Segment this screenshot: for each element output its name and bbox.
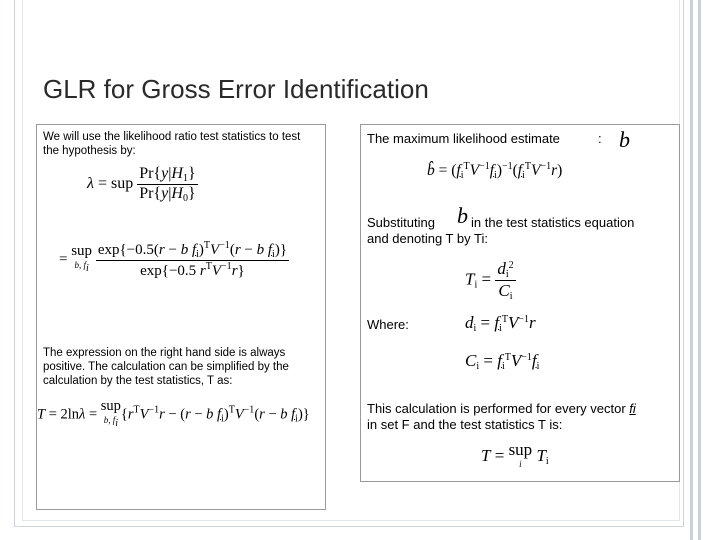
calc-line-1-text: This calculation is performed for every vector xyxy=(367,401,626,416)
body-line-3: calculation by the test statistics, T as: xyxy=(43,375,233,387)
lambda-equation: λ = sup $\frac{Pr\{y|H_1\}}{Pr\{y|H_0\}}$ xyxy=(87,165,196,204)
calc-line-1 xyxy=(367,401,636,417)
where-label: Where: xyxy=(367,317,409,332)
test-statistic-equation: T = 2lnλ = sup b, fi {$r^TV^{-1}r - (r - b$ $f_i)^TV^{-1}(r - b$ $f_i$)} xyxy=(37,398,310,429)
body-line-1: The expression on the right hand side is always xyxy=(43,347,286,359)
body-line-2: positive. The calculation can be simplified by the xyxy=(43,361,289,373)
left-content-box xyxy=(36,124,326,510)
calc-vector: fi xyxy=(629,401,636,416)
subst-text-b: in the test statistics equation xyxy=(471,215,635,230)
calc-line-2: in set F and the test statistics T is: xyxy=(367,417,563,432)
intro-line-1: We will use the likelihood ratio test statistics to test xyxy=(43,131,301,143)
b-hat-symbol: b xyxy=(619,127,630,152)
ci-equation: $C_i = f_i^TV^{-1}f_i$ xyxy=(465,351,540,372)
b-hat-equation: b̂ = $(f_i^TV^{-1}f_i)^{-1}(f_i^TV^{-1}r)$ xyxy=(427,161,563,181)
slide-right-edge xyxy=(690,0,693,540)
page-title: GLR for Gross Error Identification xyxy=(43,74,429,104)
ti-equation: $T_i$ = $\frac{d_i^2}{C_i}$ xyxy=(465,259,514,302)
slide-right-edge-outer xyxy=(698,0,701,540)
lambda-expanded-equation: = sup b, fi $\frac{\exp\{-0.5(r - b f_i)^TV^{-1}(r - b f_i)\}}{\exp\{-0.5 r^TV^{-1}r\}}$ xyxy=(59,240,288,279)
mle-colon: : xyxy=(598,131,602,146)
subst-text-a: Substituting xyxy=(367,215,435,230)
subst-line-2: and denoting T by Ti: xyxy=(367,231,488,246)
di-equation: $d_i = f_i^TV^{-1}r$ xyxy=(465,313,536,334)
mle-text: The maximum likelihood estimate xyxy=(367,131,560,146)
b-hat-symbol-inline: b xyxy=(457,203,468,228)
intro-line-2: the hypothesis by: xyxy=(43,145,136,157)
t-sup-equation: T = sup i $T_i$ xyxy=(481,440,549,469)
right-content-box xyxy=(360,124,680,482)
